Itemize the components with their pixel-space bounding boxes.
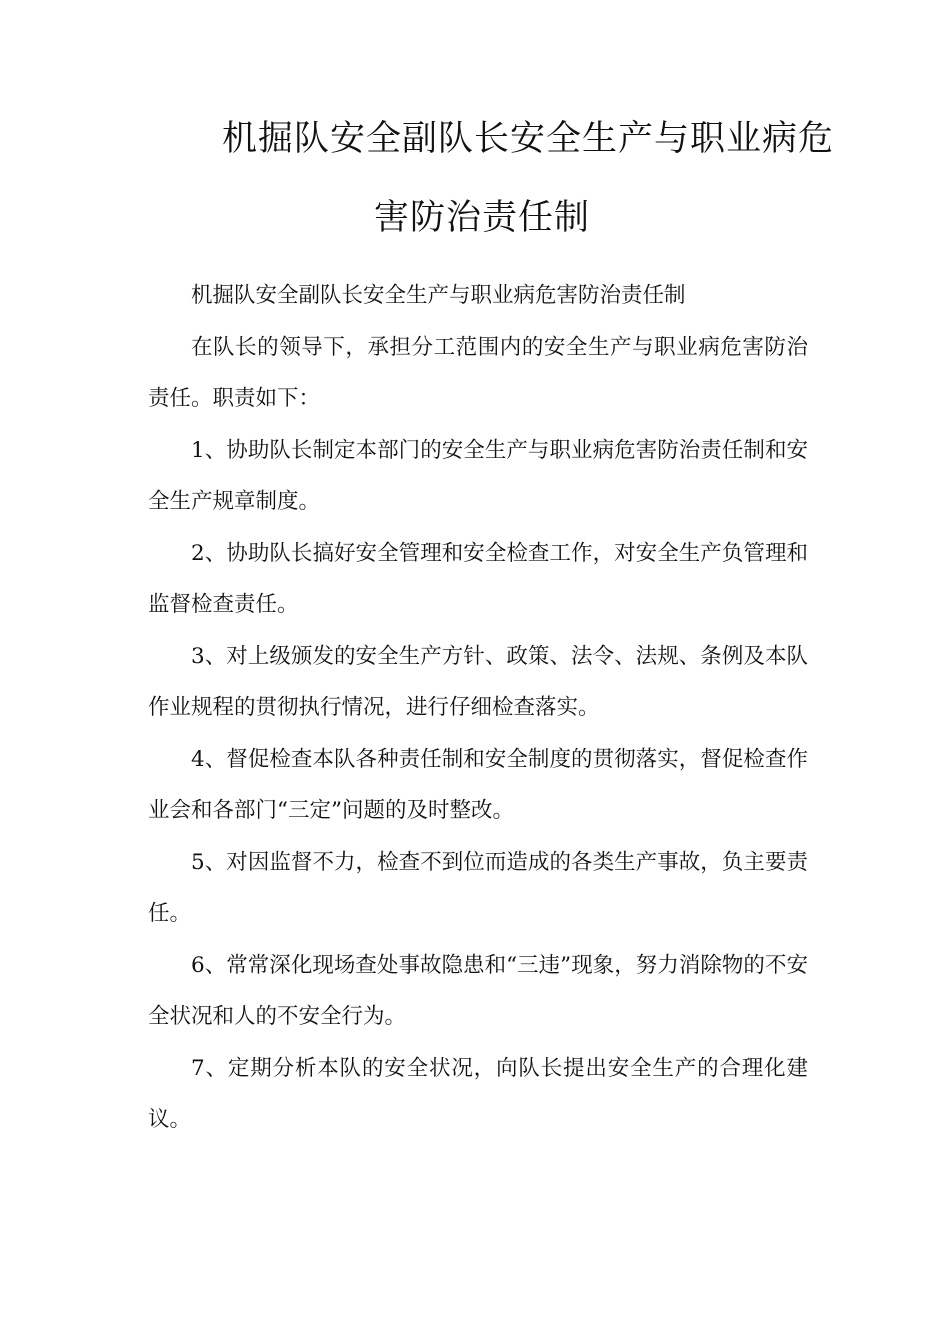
paragraph-duty-1: 1、协助队长制定本部门的安全生产与职业病危害防治责任制和安全生产规章制度。	[148, 437, 808, 514]
document-title-line-2: 害防治责任制	[374, 198, 591, 238]
paragraph-duty-6: 6、常常深化现场查处事故隐患和“三违”现象，努力消除物的不安全状况和人的不安全行为。	[148, 952, 808, 1029]
paragraph-duty-2: 2、协助队长搞好安全管理和安全检查工作，对安全生产负管理和监督检查责任。	[148, 540, 808, 617]
paragraph-duty-7: 7、定期分析本队的安全状况，向队长提出安全生产的合理化建议。	[148, 1055, 808, 1132]
document-body	[148, 270, 808, 1146]
document-title-line-1: 机掘队安全副队长安全生产与职业病危	[222, 119, 835, 159]
paragraph-duty-4: 4、督促检查本队各种责任制和安全制度的贯彻落实，督促检查作业会和各部门“三定”问题的及时整改。	[148, 746, 808, 823]
paragraph-duty-5: 5、对因监督不力，检查不到位而造成的各类生产事故，负主要责任。	[148, 849, 808, 926]
paragraph-duty-3: 3、对上级颁发的安全生产方针、政策、法令、法规、条例及本队作业规程的贯彻执行情况，进行仔细检查落实。	[148, 643, 808, 720]
paragraph-subtitle: 机掘队安全副队长安全生产与职业病危害防治责任制	[191, 283, 686, 308]
paragraph-intro: 在队长的领导下，承担分工范围内的安全生产与职业病危害防治责任。职责如下：	[148, 334, 808, 411]
